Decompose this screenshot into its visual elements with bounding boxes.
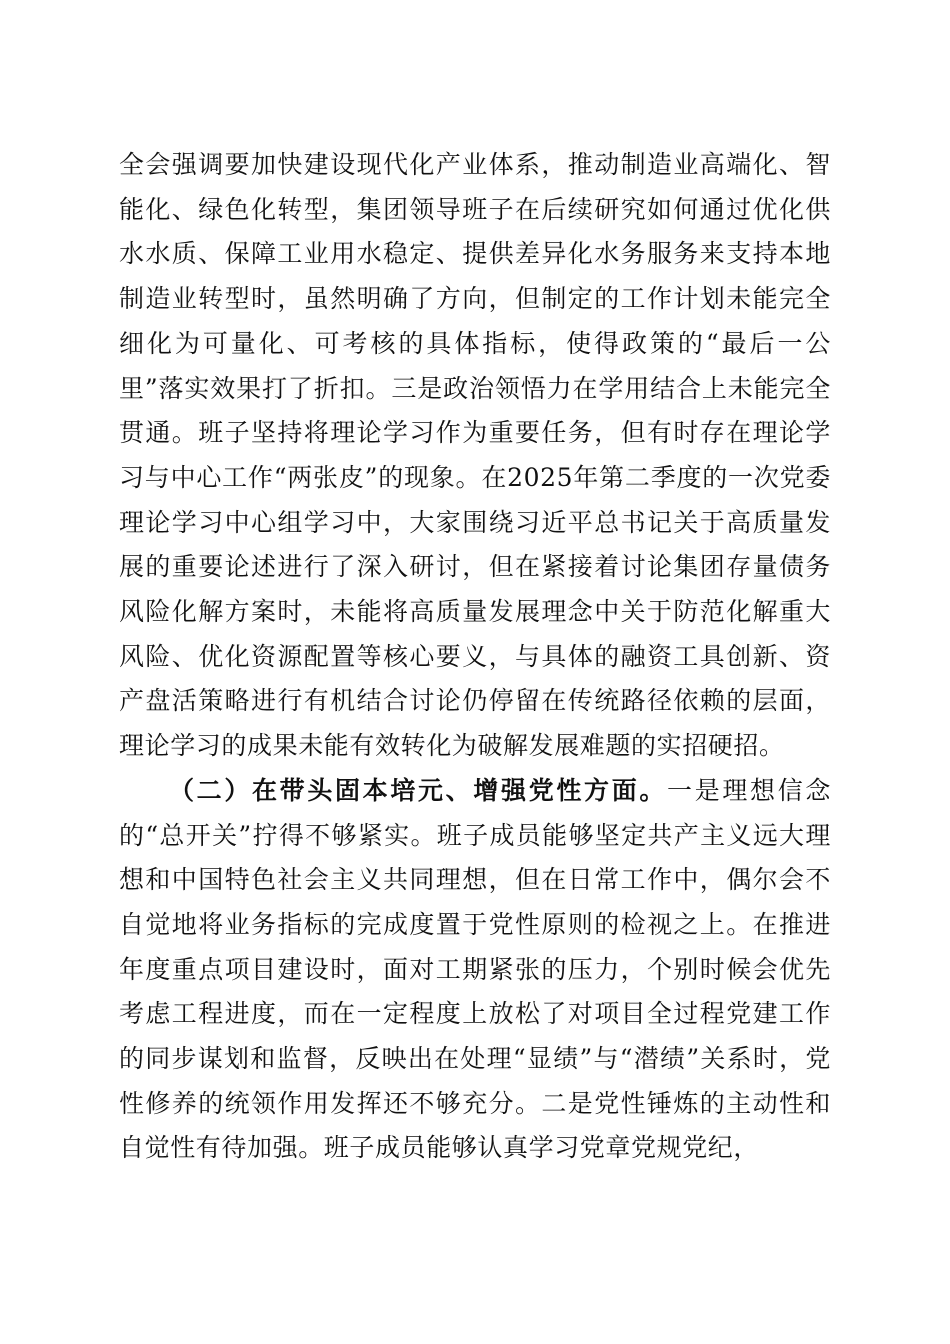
paragraph-continuation: 全会强调要加快建设现代化产业体系，推动制造业高端化、智能化、绿色化转型，集团领导班子在后续研究如何通过优化供水水质、保障工业用水稳定、提供差异化水务服务来支持本地制造业转型时，虽然明确了方向，但制定的工作计划未能完全细化为可量化、可考核的具体指标，使得政策的“最后一公里”落实效果打了折扣。三是政治领悟力在学用结合上未能完全贯通。班子坚持将理论学习作为重要任务，但有时存在理论学习与中心工作“两张皮”的现象。在2025年第二季度的一次党委理论学习中心组学习中，大家围绕习近平总书记关于高质量发展的重要论述进行了深入研讨，但在紧接着讨论集团存量债务风险化解方案时，未能将高质量发展理念中关于防范化解重大风险、优化资源配置等核心要义，与具体的融资工具创新、资产盘活策略进行有机结合讨论仍停留在传统路径依赖的层面，理论学习的成果未能有效转化为破解发展难题的实招硬招。 [119,150,831,761]
paragraph-section-two [119,769,831,1171]
section-body: 一是理想信念的“总开关”拧得不够紧实。班子成员能够坚定共产主义远大理想和中国特色社会主义共同理想，但在日常工作中，偶尔会不自觉地将业务指标的完成度置于党性原则的检视之上。在推进年度重点项目建设时，面对工期紧张的压力，个别时候会优先考虑工程进度，而在一定程度上放松了对项目全过程党建工作的同步谋划和监督，反映出在处理“显绩”与“潜绩”关系时，党性修养的统领作用发挥还不够充分。二是党性锤炼的主动性和自觉性有待加强。班子成员能够认真学习党章党规党纪， [119,775,831,1163]
section-heading: （二）在带头固本培元、增强党性方面。 [169,775,668,805]
body-text [119,143,831,1171]
